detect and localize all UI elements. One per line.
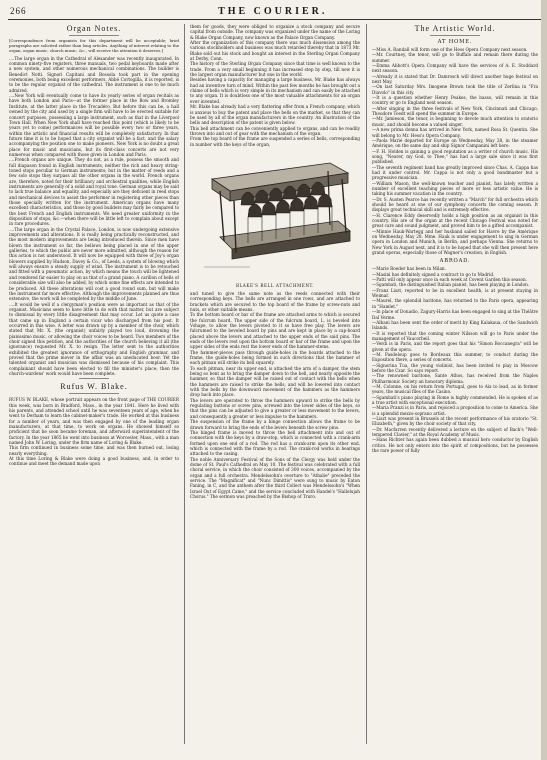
news-item: —After singing in the three festivals of New York, Cincinnati and Chicago, Theodore Toedt will spend the summer in Europe. [372,105,538,117]
news-item: —Maurel, the splendid baritone, has returned to the Paris opera, appearing in "Hamlet." [372,298,538,309]
bell-attachment-illustration [190,149,360,277]
blake-paragraph: From the top board of the frame are suspended a series of bells, corresponding in number with the keys of the organ, [190,136,360,147]
organ-notes-paragraph: ....The large organ in the Cathedral of Alexander was recently inaugurated. In common ninety-five registers, three manuals, two pedal keyboards made after a new system, and other numerous mechanical combinations. The builder is Benedict Notti. Signori Capitani and Bossola took part in the opening ceremonies, both being excellent performers. Abbé Cortogilla, it is reported, is to be the regular organist of the cathedral. The instrument is one to be much admired. [9,55,179,93]
news-item: —Masini has definitely signed a contract to go to Madrid. [372,271,495,277]
news-item: —It is reported that the coming winter Nilsson will go to Paris under the management of Vaucorbeil. [372,330,538,341]
news-item: —It is a question whether Henry Peakes, the basso, will remain in this country or go to England next season. [372,95,538,106]
blake-paragraph: This bell attachment can be conveniently applied to organs, and can be readily thrown into and out of gear with the mechanism of the organ. [190,125,360,136]
bell-description-paragraph: and tuned to give the same note as the reeds connected with their corresponding keys. The bells are arranged in one rows, and are attached to brackets which are secured to the top board of the frame by screw-nuts and nuts, or other suitable means. [190,290,360,312]
masthead: THE COURIER. [218,5,328,17]
bell-description-paragraph: To each pitman, near its upper end, is attached the arm of a damper, the stem being so bent as to bring the damper down to the bell, and nearly opposite the hammer, so that the damper will be raised out of contact with the bells when the hammers are raised to strike the bells, and will be lowered into contact with the bells by the downward movement of the hammers as the hammers drop back into place. [190,365,360,398]
artistic-world-title: The Artistic World. [414,24,496,33]
news-item: —Hans Richter has again been dubbed a musical hero conductor by English critics. He not only enters into the spirit of compositions, but he possesses the rare power of fully [372,437,538,454]
news-item: —Patti will only appear once in each week at Covent Garden this season. [372,277,528,283]
column-middle [190,24,360,744]
rufus-blake-title: Rufus W. Blake. [60,382,128,392]
news-item: —Albani has been sent the order of merit by King Kalakaua, of the Sandwich Islands. [372,319,538,331]
news-item: —Dr. S. Austen Pearce has recently written a "March" for full orchestra which should be heard at one of our symphony concerts the coming season. It displays great technical skill and is extremely effective. [372,196,538,213]
abroad-label: ABROAD. [439,258,471,265]
news-item: —Miss A. Randall will form one of the Hess Opera Company next season. [372,47,528,52]
news-item: —In place of Donadio, Zagury-Harris has been engaged to sing at the Théâtre Dal Verme. [372,309,538,320]
header-rule [8,19,541,20]
news-item: —F. H. Holden is gaining a good reputation as a writer of church music. His song, "Nearer, my God, to Thee," has had a large sale since it was first published. [372,148,538,165]
rufus-blake-paragraph: RUFUS W. BLAKE, whose portrait appears on the front page of THE COURIER this week, was born in Bradford, Mass., in the year 1841. Here he lived with his parents, and attended school until he was seventeen years of age, when he went to Derham to learn the cabinet-maker's trade. He worked at this business for a number of years, and was then engaged by one of the leading organ manufacturers, at that time, to work on organs. He showed himself so proficient that he soon became foreman, and afterward superintendent of the factory. In the year 1865 he went into business at Worcester, Mass., with a man named John W. Loring, under the firm name of Loring & Blake. [9,397,179,446]
organ-notes-paragraph: ....It would be well if a clergyman's position were as important as that of the organist. Musicians seem to have little to do with that matter, but are subject to dismissal by every little disagreement that may occur. Let us quote a case that came up in England a certain vicar who discharged from his post. It occurred in this wise. A letter was drawn up by a member of the choir, which stated that Mr. X. (the organist) unfairly played too loud, drowning the pianissimo music, or allowing the choir voices to be heard. Two members of the choir signed this petition, and the authorities of the church believing it all (the ignorance) requested Mr. X. to resign. The letter sent to the authorities exhibited the greatest ignorance of orthography and English grammar, and proved that the prime mover in the affair was an uneducated boor. Yet the talented organist and musician was dismissed because of his complaint. This complainant should have been elected to fill the minister's place; then the church-wardens' work would have been complete. [9,301,179,376]
blake-paragraph: The history of the Sterling Organ Company since that time is well known to the trade. From a very small beginning it has increased step by step, till now it is the largest organ manufacturer but one in the world. [190,61,360,78]
festival-paragraph: The noble Anniversary Festival of the Sons of the Clergy was held under the dome of St. Paul's Cathedral on May 10. The festival was celebrated with a full choral service, in which the choir consisted of 300 voices, accompanied by the organ and a full orchestra. Mendelssohn's overture to "Athalie" preceded the service. The "Magnificat" and "Nunc Dimittis" were sung to music by Eaton Faning, in C, and the anthem after the third Collect was Mendelssohn's "When Israel Out of Egypt Came," and the service concluded with Handel's "Hallelujah Chorus." The sermon was preached by the Bishop of Truro. [190,456,360,499]
news-item: —Emma Abbott's Opera Company will have the services of A. E. Stoddard next season. [372,63,538,74]
column-divider [184,24,185,744]
page-number: 266 [10,6,27,16]
news-item: —Minnie Hauk-Wartegg and her husband sailed for Havre by the Amérique on Wednesday, May 28. Mme. Hauk is under engagement to sing in German opera in London and Munich, in Berlin, and perhaps Vienna. She returns to New York in August next, and it is to be hoped that she will then present here grand operas, especially those of Wagner's creation, in English. [372,228,538,256]
blake-paragraph: After the organization of this company there was much dissension among the various stockholders and business was much retarded thereby that in 1873 Mr. Blake sold out his stock and bought an interest in the Sterling Organ Company at Derby, Conn. [190,40,360,62]
bell-description-paragraph: The hinged frame is moved to throw the bell attachment into and out of connection with the keys by a draw-stop, which is connected with a crank-arm formed upon one end of a rod. The rod has a crank-arm upon its other end, which is connected with the frame by a rod. The crank-rod works in bearings attached to the casing. [190,429,360,457]
bell-description-paragraph: The hammer-pieces pass through guide-holes in the boards attached to the frame, the guide-holes being formed in such directions that the hammer of each pitman will strike its bell squarely. [190,349,360,366]
blake-paragraph: them for goods, they were obliged to organize a stock company and secure capital from outside. The company was organized under the name of the Loring & Blake Organ Company, now known as the Palace Organ Company. [190,24,360,40]
organ-notes-paragraph: ....The large organ in the Crystal Palace, London, is now undergoing extensive improvements and alterations. It is really being practically reconstructed, and the most modern improvements are being introduced therein. Since men have blown the instrument so far, the bellows being placed in one of the upper galleries, to which the public are never more admitted, although the reason for this action is not understood. It will now be equipped with three of Joy's organ blowers supplied by Hudson, Davey & Co., of Leeds, a system of blowing which will always ensure a steady supply of wind. The instrument is to be retouched and fitted with a pneumatic action, by which means the touch will be lightened and rendered far easier to play on as that of a grand piano. A carillon of bells of considerable size will also be added, by which some fine effects are intended to be produced. All these alterations will cost a good round sum, but will make the instrument far more effective. Although the improvements planned are thus extensive, the work will be completed by the middle of June. [9,226,179,302]
column-right [372,24,538,744]
page-header [10,4,539,18]
news-item: —A new prima donna has arrived in New York, named Rosa St. Quentin. She will belong to Mr. Hess's Opera Company. [372,127,538,138]
bell-description-paragraph: The levers are operated to throw the hammers upward to strike the bells by regulating buttons or screw pins, screwed into the lower sides of the keys, so that the pins can be adjusted to give a greater or less movement to the levers, and consequently a greater or less impulse to the hammers. [190,397,360,419]
news-item: —William Mason, the well-known teacher and pianist, has lately written a number of excellent teaching pieces of more or less artistic value. He is taking his summer vacation in the country. [372,180,538,197]
news-item: —M. Pasdeloup goes to Bordeaux this summer, to conduct during the Exposition there, a series of concerts. [372,351,538,363]
news-item: —H. Clarence Eddy deservedly holds a high position as an organist in this country. His are of the organ at the recent Chicago Festival was noted for great care and sound judgment, and proved him to be a gifted accompanist. [372,212,538,229]
news-item: —Mr. Courtney, the tenor, will go to Buffalo and remain there during the summer. [372,52,538,63]
news-item: —Liszt was present in Brussels at the recent performance of his oratorio "St. Elizabeth," given by the choir society of that city. [372,416,538,427]
news-item: —Paola Marié departed for Europe on Wednesday, May 28, in the steamer Amérique, on the same day and ship Signor Campanini left here. [372,137,538,149]
news-item: —Franz Liszt, reported to be in excellent health, is at present staying in Weimar. [372,287,538,299]
organ-notes-title: Organ Notes. [66,24,122,33]
news-item: —Already it is stated that Dr. Damrosch will direct another huge festival on next May. [372,73,538,85]
rufus-blake-paragraph: At this time Loring & Blake were doing a good business, and, in order to continue and meet the demand made upon [9,456,179,467]
news-item: —Sgambati's piano playing in Rome is highly commended. He is spoken of as a true artist with exceptional execution. [372,394,538,405]
news-item: —The seventh regiment band has greatly improved since Chas. A. Cappa has had it under control. Mr. Cappa is not only a good bandmaster but a progressive musician. [372,164,538,181]
figure-caption: BLAKE'S BELL ATTACHMENT. [235,282,315,288]
blake-paragraph: Besides having a capacity for managing a large business, Mr. Blake has always had an inventive turn of mind. Within the past few months he has brought out a chime of bells which is very simple in its mechanism and can easily be attached to any organ. It is doubtless one of the most valuable attachments for an organ ever invented. [190,77,360,104]
column-left [9,24,179,744]
news-item: —Maria Pranzi is in Paris, and rejoiced a proposition to come to America. She is a splendid mezzo-soprano artist. [372,405,538,416]
blake-paragraph: Mr. Blake has already had a very flattering offer from a French company, which is anxious to buy the patent and place the bells on the market, so that they can be used by all of the organ manufacturers in the country. An illustration of the bells and description of the patent is given below. [190,104,360,126]
column-divider [366,24,367,744]
at-home-label: AT HOME. [437,39,473,45]
news-item: —Sgambati, the distinguished Italian pianist, has been playing in London. [372,282,530,288]
news-item: —M. Colonne, on his return from Portugal, goes to Aix to lead, as in former years, the musical files of the Casino. [372,383,538,395]
rufus-blake-paragraph: This firm continued in business some time, and was then burned out, losing nearly everything. [9,445,179,456]
news-item: —The renowned baritone, Sante Athos, has received from the Naples Philharmonic Society an honorary diploma. [372,373,538,384]
bell-description-paragraph: The suspension of the frame by a hinge connection allows the frame to be drawn forward to bring the ends of the levers beneath the screw pins. [190,419,360,430]
news-item: —Dr. Macfarren recently delivered a lecture on the subject of Bach's "Well-tempered Clavier," at the Royal Academy of Music. [372,426,538,438]
news-item: —Verdi is in Paris, and the report goes that his "Simon Boccanegra" will be given at the opera. [372,341,538,352]
news-item: —Mr. Jamieson, the tenor, is beginning to devote much attention to oratorio music, and should become a valued singer. [372,116,538,127]
organ-notes-paragraph: ....New York will eventually come to have its yearly series of organ recitals as have both London and Paris—at the former place in the Bow and Bromley Institute, at the latter place in the Trocadéro. But before this can be, a hall owned by the city and used by a single firm will have to be erected suitable for concert purposes, possessing a large instrument, such as that in the Liverpool Town Hall. When New York shall have reached this point (which is likely to be years yet to come) performances will be possible every two or three years, within the artistic and financial results will be completely satisfactory. In that future time it is to be hoped that a city organist will be a fact, and the salary accompanying the position one to make pioneers. New York is no doubt a great place for music and musicians, but its first-class concerts are not very numerous when compared with those given in London and Paris. [9,93,179,157]
organ-notes-paragraph: ....French organs are unique. They do not, as a rule, possess the smooth and full diapason found in English instruments, neither the rich and heavy string-toned stops peculiar to German instruments; but in the matter of reeds and a few solo stops they surpass all the other organs in the world. French organs are, therefore, noted for their brilliancy and orchestral qualities, while English instruments are generally of a solid and royal tone. German organs may be said to lack true balance and equality, and especially are they deficient in reed stops and mechanical devices to assist the performer in registering other pieces than those specially written for the instrument. American organs have many excellent characteristics, and those by good builders may fairly be compared to the best French and English instruments. We need greater uniformity in the disposition of stops, &c.—when there will be little left to complain about except in rare procedures. [9,157,179,227]
bell-description-paragraph: To the bottom board or bar of the frame are attached arms to which is secured the fulcrum board. The upper side of the fulcrum board, L, is beveled into Vshape, to allow the levers pivoted to it so have free play. The levers are fulcrumed to the beveled board by pins and are kept in place by a cap-board placed above the levers and attached to the upper ends of the said pins. The ends of the levers rest upon the bottom board or bar of the frame and upon the upper sides of the ends rest the lower ends of the hammer-stems. [190,312,360,350]
news-item: —On last Saturday Mrs. Imogene Brown took the title of Zerlina in "Fra Diavolo" in this city. [372,84,538,95]
news-item: —Marie Roeder has been in Milan. [372,266,446,272]
editorial-note: [Correspondence from organists for this department will be acceptable; brief paragraphs are solicited rather than long articles. Anything of interest relating to the organ, organ music, church music, &c., will receive the attention it deserves.] [9,38,179,53]
news-item: —Signorina Tua, the young violinist, has been invited to play in Moscow before the Czar. So says report. [372,362,538,373]
page-edge [541,0,547,760]
